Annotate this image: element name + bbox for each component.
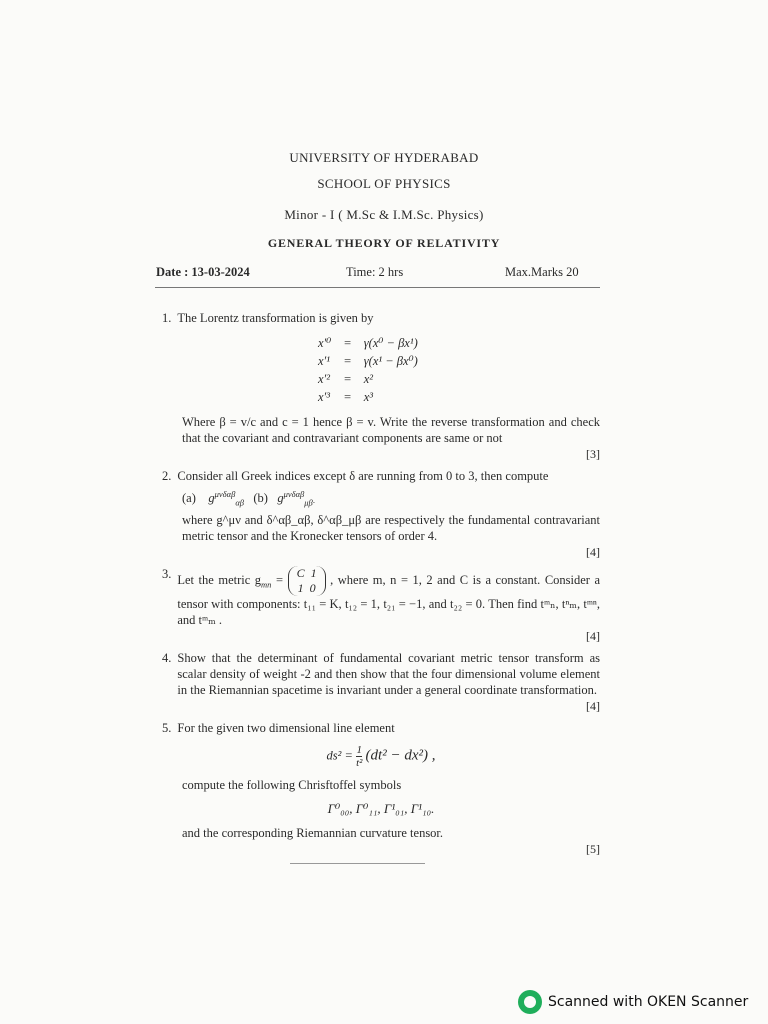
eq-sign: = (275, 572, 284, 587)
scanner-label: Scanned with OKEN Scanner (548, 994, 749, 1010)
questions (162, 310, 600, 870)
exam-time: Time: 2 hrs (346, 265, 404, 279)
oken-logo-icon (518, 990, 542, 1014)
eq-lhs: x′⁰ (318, 336, 332, 350)
eq-lhs: x′³ (318, 390, 331, 404)
question-text: Show that the determinant of fundamental covariant metric tensor transform as scalar density of weight -2 and then show that the four dimensional volume element in the Riemannian spacetime is invariant under a general coordinate transformation. (177, 651, 600, 697)
metric-matrix (288, 566, 326, 596)
question-text: Let the metric g (177, 572, 262, 587)
eq-sign: = (343, 336, 352, 350)
eq-rhs: (dt² − dx²) , (365, 747, 436, 764)
question-2-parts (162, 490, 600, 506)
course-title: GENERAL THEORY OF RELATIVITY (267, 236, 501, 250)
expr-sub: αβ (235, 497, 245, 508)
question-3 (162, 566, 600, 644)
christoffel-symbols: Γ⁰₀₀, Γ⁰₁₁, Γ¹₀₁, Γ¹₁₀. (327, 801, 435, 816)
eq-sign: = (343, 390, 352, 404)
closing-text: and the corresponding Riemannian curvature tensor. (182, 826, 444, 840)
question-intro: For the given two dimensional line element (177, 721, 395, 735)
question-number: 5. (162, 721, 172, 735)
part-a-expr (208, 488, 245, 508)
lorentz-equations (312, 334, 424, 406)
eq-lhs: x′¹ (318, 354, 331, 368)
part-a-label: (a) (182, 491, 196, 505)
university-name: UNIVERSITY OF HYDERABAD (289, 150, 479, 165)
exam-title: Minor - I ( M.Sc & I.M.Sc. Physics) (284, 207, 484, 222)
matrix-cell: C (296, 566, 305, 580)
eq-rhs: x² (363, 372, 374, 386)
question-number: 1. (162, 311, 172, 325)
question-head (162, 468, 600, 484)
compute-text: compute the following Chrisftoffel symbols (182, 778, 402, 792)
matrix-cell: 0 (309, 581, 316, 595)
question-number: 3. (162, 567, 172, 581)
matrix-cell: 1 (297, 581, 304, 595)
matrix-cell: 1 (310, 566, 317, 580)
eq-sign: = (343, 372, 352, 386)
question-head (162, 720, 600, 736)
marks: [3] (586, 447, 600, 461)
question-5 (162, 720, 600, 864)
denominator: t² (356, 757, 363, 769)
expr-base: g (277, 491, 284, 505)
fraction (356, 744, 362, 769)
question-number: 4. (162, 651, 172, 665)
max-marks: Max.Marks 20 (505, 265, 579, 279)
question-number: 2. (162, 469, 172, 483)
expr-sup: μνδαβ (283, 488, 305, 499)
marks: [4] (586, 545, 600, 559)
part-b-expr (277, 488, 315, 508)
exam-date: Date : 13-03-2024 (156, 265, 250, 279)
eq-rhs: x³ (363, 390, 374, 404)
question-body (177, 566, 600, 628)
question-text: , where m, n = 1, 2 and C is a constant. Consider a tensor with components: t₁₁ = K, t₁₂ = 1, t₂₁ = −1, and t₂₂ = 0. Then find tᵐₙ, tⁿₘ, tᵐⁿ, and tᵐₘ . (177, 572, 601, 627)
question-text: Where β = v/c and c = 1 hence β = v. Write the reverse transformation and check that the covariant and contravariant components are same or not (182, 415, 600, 445)
marks: [5] (586, 842, 600, 856)
end-rule (290, 863, 425, 864)
question-text: where g^μν and δ^αβ_αβ, δ^αβ_μβ are respectively the fundamental contravariant metric tensor and the Kronecker tensors of order 4. (182, 513, 600, 543)
scanner-watermark (518, 990, 748, 1014)
eq-rhs: γ(x⁰ − βx¹) (363, 336, 418, 350)
eq-lhs: ds² = (326, 748, 353, 763)
numerator: 1 (356, 744, 362, 756)
question-intro: Consider all Greek indices except δ are running from 0 to 3, then compute (177, 469, 549, 483)
question-intro: The Lorentz transformation is given by (177, 311, 374, 325)
eq-rhs: γ(x¹ − βx⁰) (363, 354, 418, 368)
eq-lhs: x′² (318, 372, 331, 386)
question-4 (162, 650, 600, 714)
question-head (162, 310, 600, 326)
school-name: SCHOOL OF PHYSICS (317, 176, 451, 191)
question-head (162, 566, 600, 628)
line-element-equation (162, 744, 600, 769)
marks: [4] (586, 699, 600, 713)
question-2 (162, 468, 600, 560)
header-rule (155, 287, 600, 288)
metric-sub: mn (261, 579, 272, 590)
expr-sup: μνδαβ (214, 488, 236, 499)
expr-sub: μβ· (304, 497, 315, 508)
eq-sign: = (343, 354, 352, 368)
marks: [4] (586, 629, 600, 643)
part-b-label: (b) (253, 491, 268, 505)
question-head (162, 650, 600, 698)
expr-base: g (208, 491, 215, 505)
question-1 (162, 310, 600, 462)
